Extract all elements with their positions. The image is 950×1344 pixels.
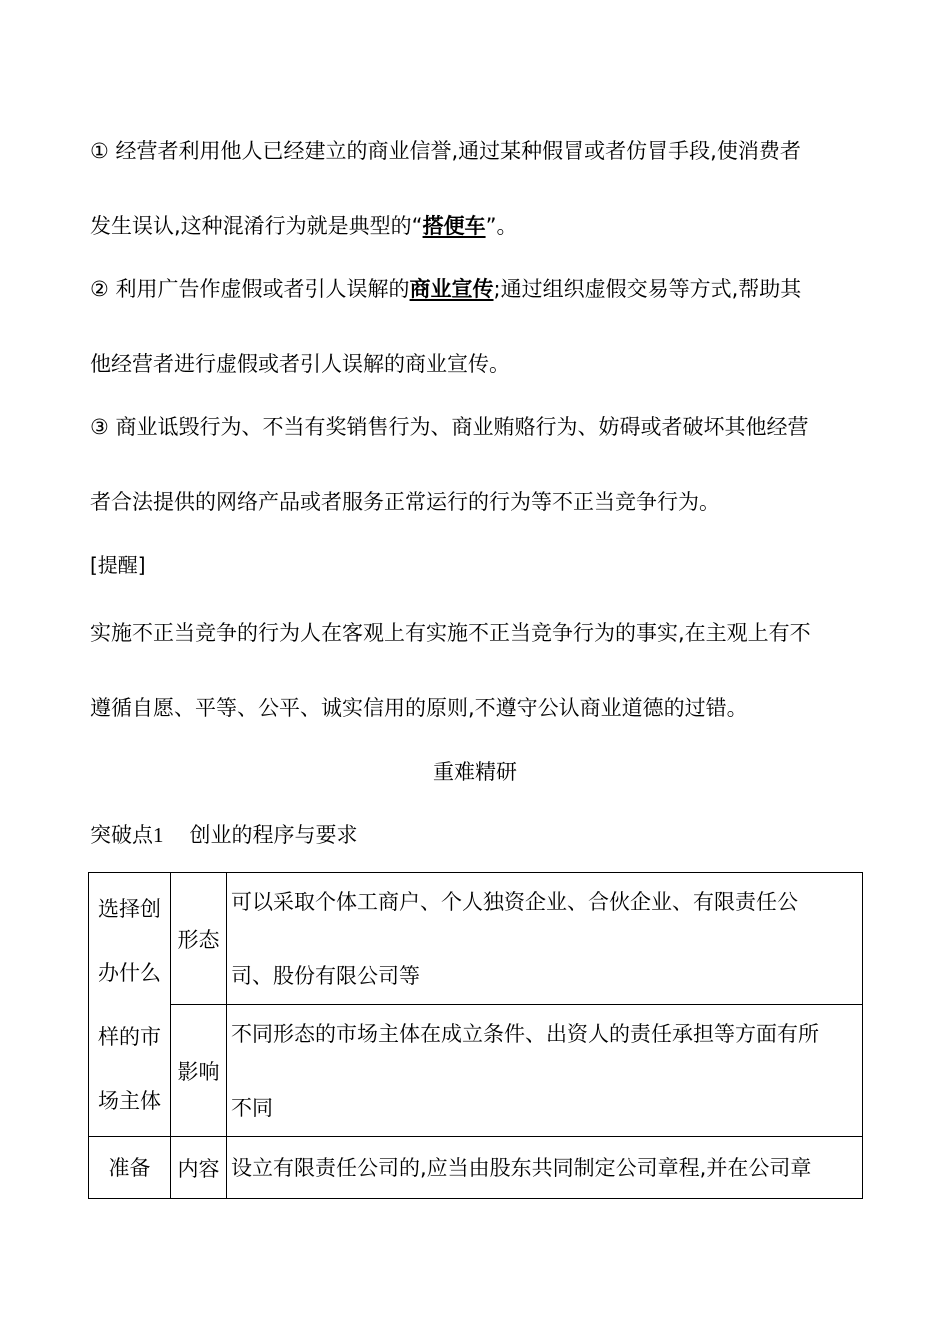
paragraph-3-line-1: ③ 商业诋毁行为、不当有奖销售行为、商业贿赂行为、妨碍或者破坏其他经营 [90, 415, 809, 439]
paragraph-1-line-2-end: ”。 [485, 214, 518, 238]
form-content-line-2: 司、股份有限公司等 [231, 964, 420, 988]
content-label-cell: 内容 [171, 1137, 227, 1199]
form-cell: 形态 [171, 873, 227, 1005]
emphasis-commercial-promotion: 商业宣传 [409, 277, 494, 301]
paragraph-1-line-1: ① 经营者利用他人已经建立的商业信誉,通过某种假冒或者仿冒手段,使消费者 [90, 139, 801, 163]
impact-content-line-1: 不同形态的市场主体在成立条件、出资人的责任承担等方面有所 [231, 1022, 819, 1046]
form-content-line-1: 可以采取个体工商户、个人独资企业、合伙企业、有限责任公 [231, 890, 798, 914]
impact-content-line-2: 不同 [231, 1096, 273, 1120]
paragraph-1-line-2-start: 发生误认,这种混淆行为就是典型的“ [90, 214, 423, 238]
reminder-line-1: 实施不正当竞争的行为人在客观上有实施不正当竞争行为的事实,在主观上有不 [90, 621, 811, 645]
market-entity-label-line-1: 选择创 [98, 896, 161, 921]
form-content-cell [227, 873, 863, 1005]
breakthrough-number: 1 [153, 823, 164, 847]
table-row [89, 1005, 863, 1137]
breakthrough-heading [90, 820, 865, 850]
breakthrough-label: 突破点 [90, 823, 153, 847]
market-entity-label-line-2: 办什么 [98, 960, 161, 985]
paragraph-3-line-2: 者合法提供的网络产品或者服务正常运行的行为等不正当竞争行为。 [90, 490, 720, 514]
reminder-line-2: 遵循自愿、平等、公平、诚实信用的原则,不遵守公认商业道德的过错。 [90, 696, 748, 720]
market-entity-choice-cell [89, 873, 171, 1137]
section-title: 重难精研 [433, 760, 517, 784]
startup-procedure-table [88, 872, 863, 1199]
table-row [89, 873, 863, 1005]
market-entity-label-line-3: 样的市 [98, 1024, 161, 1049]
paragraph-2-line-2: 他经营者进行虚假或者引人误解的商业宣传。 [90, 352, 510, 376]
preparation-cell: 准备 [89, 1137, 171, 1199]
paragraph-2-line-1-end: ;通过组织虚假交易等方式,帮助其 [493, 277, 802, 301]
paragraph-1-line-2 [90, 211, 865, 241]
reminder-label: [提醒] [90, 553, 146, 577]
emphasis-free-rider: 搭便车 [422, 214, 486, 238]
market-entity-label-line-4: 场主体 [98, 1088, 161, 1113]
breakthrough-title: 创业的程序与要求 [189, 823, 358, 847]
table-row [89, 1137, 863, 1199]
paragraph-2-line-1 [90, 274, 865, 304]
preparation-content-cell: 设立有限责任公司的,应当由股东共同制定公司章程,并在公司章 [227, 1137, 863, 1199]
impact-content-cell [227, 1005, 863, 1137]
impact-cell: 影响 [171, 1005, 227, 1137]
paragraph-2-line-1-start: ② 利用广告作虚假或者引人误解的 [90, 277, 410, 301]
